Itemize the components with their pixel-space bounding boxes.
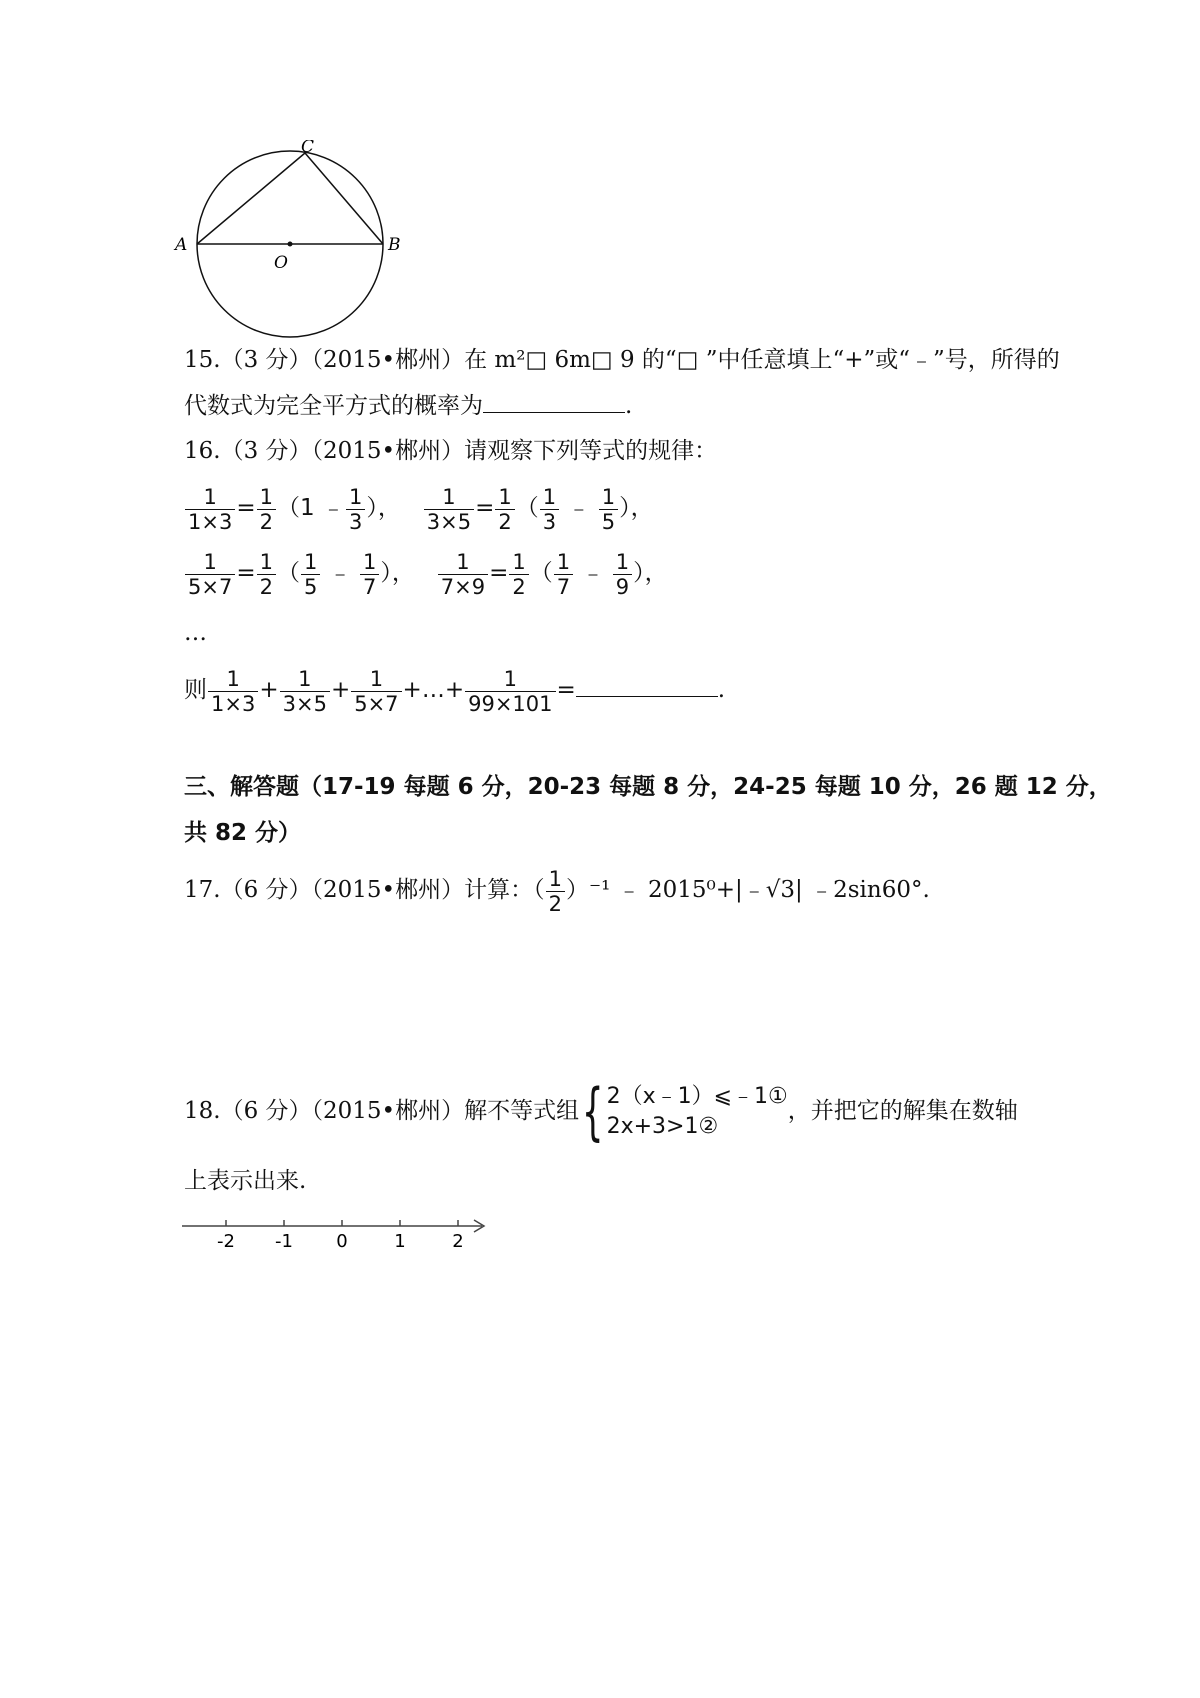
label-c: C	[301, 140, 315, 157]
fraction: $\frac{1}{2}$	[546, 867, 565, 916]
q17-line: 17.（6 分）（2015•郴州）计算：（ $\frac{1}{2}$ ）⁻¹ ﹣ 2015⁰+|﹣√3| ﹣2sin60°.	[184, 866, 930, 916]
fraction: $\frac{1}{3}$	[346, 485, 365, 534]
fraction: $\frac{1}{2}$	[509, 550, 528, 599]
answer-blank[interactable]	[483, 390, 625, 413]
q15-line2-text: 代数式为完全平方式的概率为	[184, 393, 483, 419]
fraction: $\frac{1}{3}$	[540, 485, 559, 534]
tick-label: -2	[217, 1231, 235, 1252]
inequality-system: 2（x﹣1）⩽﹣1① 2x+3>1②	[606, 1084, 788, 1139]
label-a: A	[175, 235, 188, 255]
q16-ellipsis: …	[184, 620, 207, 646]
circle-triangle-figure	[170, 140, 400, 340]
label-o: O	[274, 253, 288, 273]
fraction: $\frac{1}{1\times 3}$	[185, 485, 235, 534]
answer-blank[interactable]	[576, 674, 718, 697]
tick-label: 0	[336, 1231, 348, 1252]
fraction: $\frac{1}{2}$	[257, 485, 276, 534]
section-heading: 三、解答题（17-19 每题 6 分，20-23 每题 8 分，24-25 每题 10 分，26 题 12 分，	[184, 774, 1112, 800]
fraction: $\frac{1}{2}$	[495, 485, 514, 534]
fraction: $\frac{1}{9}$	[613, 550, 632, 599]
q16-sum-row: 则 $\frac{1}{1\times 3}$ + $\frac{1}{3\times 5}$ + $\frac{1}{5\times 7}$ +…+ $\frac{1}{99\times 101}$ = .	[184, 666, 726, 716]
tick-label: 2	[452, 1231, 464, 1252]
fraction: $\frac{1}{5}$	[599, 485, 618, 534]
q16-intro: 16.（3 分）（2015•郴州）请观察下列等式的规律：	[184, 438, 718, 464]
fraction: $\frac{1}{7\times 9}$	[438, 550, 488, 599]
fraction: $\frac{1}{1\times 3}$	[208, 667, 258, 716]
fraction: $\frac{1}{5\times 7}$	[351, 667, 401, 716]
section-heading-cont: 共 82 分）	[184, 820, 302, 846]
q15-line2	[184, 390, 632, 421]
tick-label: 1	[394, 1231, 406, 1252]
fraction: $\frac{1}{99\times 101}$	[465, 667, 555, 716]
q15-line2-end: .	[625, 393, 633, 419]
fraction: $\frac{1}{3\times 5}$	[280, 667, 330, 716]
fraction: $\frac{1}{7}$	[360, 550, 379, 599]
q16-eq-row1: $\frac{1}{1\times 3}$ = $\frac{1}{2}$ （1 ﹣ $\frac{1}{3}$ ）， $\frac{1}{3\times 5}$ = $\frac{1}{2}$ （ $\frac{1}{3}$ ﹣ $\frac{1}{5}$ ），	[184, 480, 654, 536]
fraction: $\frac{1}{3\times 5}$	[424, 485, 474, 534]
fraction: $\frac{1}{7}$	[554, 550, 573, 599]
q15-line1: 15.（3 分）（2015•郴州）在 m²□ 6m□ 9 的“□ ”中任意填上“+”或“﹣”号，所得的	[184, 347, 1060, 373]
tick-label: -1	[275, 1231, 293, 1252]
fraction: $\frac{1}{2}$	[257, 550, 276, 599]
number-line	[182, 1213, 492, 1253]
system-brace: {	[582, 1075, 604, 1148]
q16-eq-row2: $\frac{1}{5\times 7}$ = $\frac{1}{2}$ （ $\frac{1}{5}$ ﹣ $\frac{1}{7}$ ）， $\frac{1}{7\times 9}$ = $\frac{1}{2}$ （ $\frac{1}{7}$ ﹣ $\frac{1}{9}$ ），	[184, 545, 668, 601]
q18-line2: 上表示出来.	[184, 1168, 307, 1194]
fraction: $\frac{1}{5\times 7}$	[185, 550, 235, 599]
label-b: B	[388, 235, 400, 255]
fraction: $\frac{1}{5}$	[301, 550, 320, 599]
q18-line1: 18.（6 分）（2015•郴州）解不等式组{ 2（x﹣1）⩽﹣1① 2x+3>1② ，并把它的解集在数轴	[184, 1075, 1018, 1148]
